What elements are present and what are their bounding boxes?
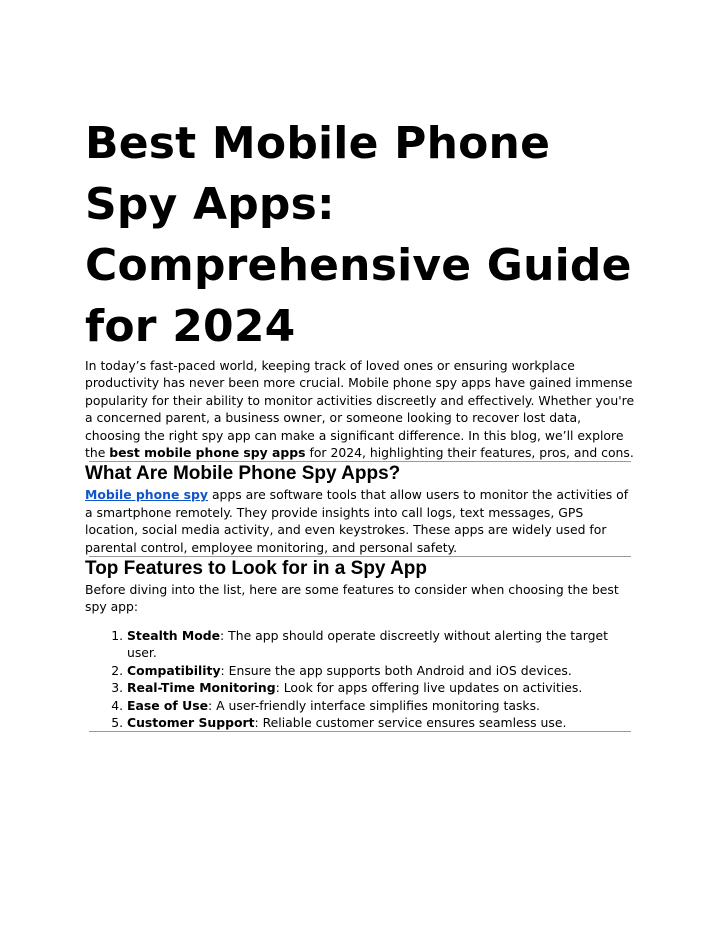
feature-label: Stealth Mode	[127, 627, 221, 643]
intro-text-start: In today’s fast-paced world, keeping track of loved ones or ensuring workplace productivity has never been more crucial. Mobile phone spy apps have gained immense popularity for their ability to monitor activities discreetly and effectively. Whether you're a concerned parent, a business owner, or someone looking to recover lost data, choosing the right spy app can make a significant difference. In this blog, we’ll explore the	[85, 358, 635, 461]
list-item	[127, 679, 635, 696]
feature-description: : Reliable customer service ensures seamless use.	[254, 714, 567, 730]
top-features-intro: Before diving into the list, here are some features to consider when choosing the best spy app:	[85, 582, 619, 615]
feature-description: : A user-friendly interface simplifies monitoring tasks.	[207, 697, 540, 713]
feature-label: Real-Time Monitoring	[127, 680, 276, 696]
feature-label: Customer Support	[127, 714, 255, 730]
feature-description: : The app should operate discreetly without alerting the target user.	[127, 627, 608, 661]
features-list	[85, 627, 635, 731]
what-are-spy-apps-text: apps are software tools that allow users to monitor the activities of a smartphone remotely. They provide insights into call logs, text messages, GPS location, social media activity, and even keystrokes. These apps are widely used for parental control, employee monitoring, and personal safety.	[85, 487, 629, 555]
section-divider	[89, 731, 631, 732]
list-item	[127, 714, 635, 731]
intro-bold-keyword: best mobile phone spy apps	[109, 445, 306, 461]
mobile-phone-spy-link[interactable]: Mobile phone spy	[85, 487, 208, 503]
list-item	[127, 627, 635, 662]
feature-label: Compatibility	[127, 662, 221, 678]
list-item	[127, 697, 635, 714]
list-item	[127, 662, 635, 679]
section-heading-what-are-spy-apps: What Are Mobile Phone Spy Apps?	[85, 463, 401, 485]
intro-paragraph	[85, 357, 635, 461]
feature-label: Ease of Use	[127, 697, 208, 713]
page-title: Best Mobile Phone Spy Apps: Comprehensive Guide for 2024	[85, 118, 632, 352]
feature-description: : Look for apps offering live updates on activities.	[275, 680, 583, 696]
section-heading-top-features: Top Features to Look for in a Spy App	[85, 558, 428, 580]
document-page	[85, 113, 635, 732]
feature-description: : Ensure the app supports both Android and iOS devices.	[220, 662, 572, 678]
what-are-spy-apps-paragraph	[85, 486, 635, 556]
intro-text-end: for 2024, highlighting their features, pros, and cons.	[305, 445, 634, 461]
